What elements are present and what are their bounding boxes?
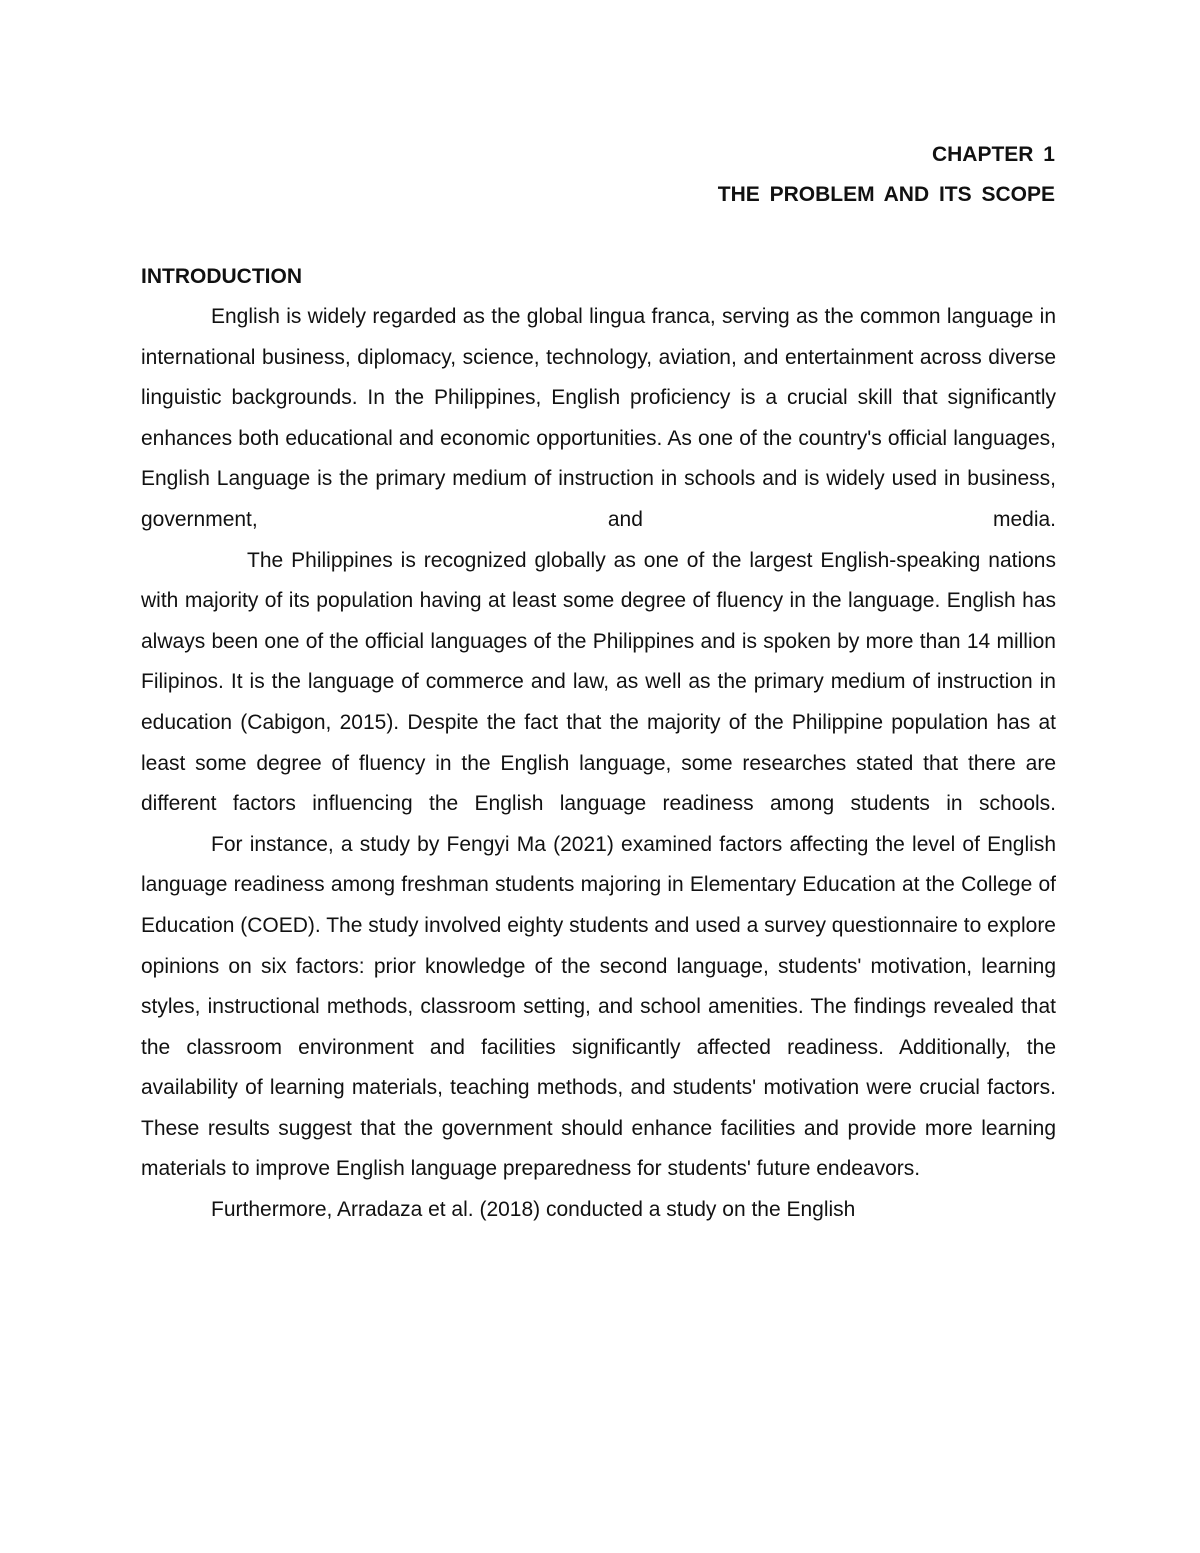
paragraph-english-lingua-franca: English is widely regarded as the global lingua franca, serving as the common language in international business, diplomacy, science, technology, aviation, and entertainment across diverse linguistic backgrounds. In the Philippines, English proficiency is a crucial skill that significantly enhances both educational and economic opportunities. As one of the country's official languages, English Language is the primary medium of instruction in schools and is widely used in business, government, and media. bbox=[141, 305, 1056, 531]
body-text bbox=[141, 297, 1056, 1231]
chapter-title: THE PROBLEM AND ITS SCOPE bbox=[717, 183, 1055, 206]
paragraph-fengyi-ma-study: For instance, a study by Fengyi Ma (2021) examined factors affecting the level of English language readiness among freshman students majoring in Elementary Education at the College of Education (COED). The study involved eighty students and used a survey questionnaire to explore opinions on six factors: prior knowledge of the second language, students' motivation, learning styles, instructional methods, classroom setting, and school amenities. The findings revealed that the classroom environment and facilities significantly affected readiness. Additionally, the availability of learning materials, teaching methods, and students' motivation were crucial factors. These results suggest that the government should enhance facilities and provide more learning materials to improve English language preparedness for students' future endeavors. bbox=[141, 832, 1056, 1181]
chapter-number: CHAPTER 1 bbox=[931, 143, 1055, 166]
paragraph-arradaza-study: Furthermore, Arradaza et al. (2018) conducted a study on the English bbox=[211, 1198, 856, 1222]
section-heading: INTRODUCTION bbox=[141, 265, 302, 288]
paragraph-philippines-english-speaking: The Philippines is recognized globally as one of the largest English-speaking nations with majority of its population having at least some degree of fluency in the language. English has always been one of the official languages of the Philippines and is spoken by more than 14 million Filipinos. It is the language of commerce and law, as well as the primary medium of instruction in education (Cabigon, 2015). Despite the fact that the majority of the Philippine population has at least some degree of fluency in the English language, some researches stated that there are different factors influencing the English language readiness among students in schools. bbox=[141, 548, 1056, 816]
